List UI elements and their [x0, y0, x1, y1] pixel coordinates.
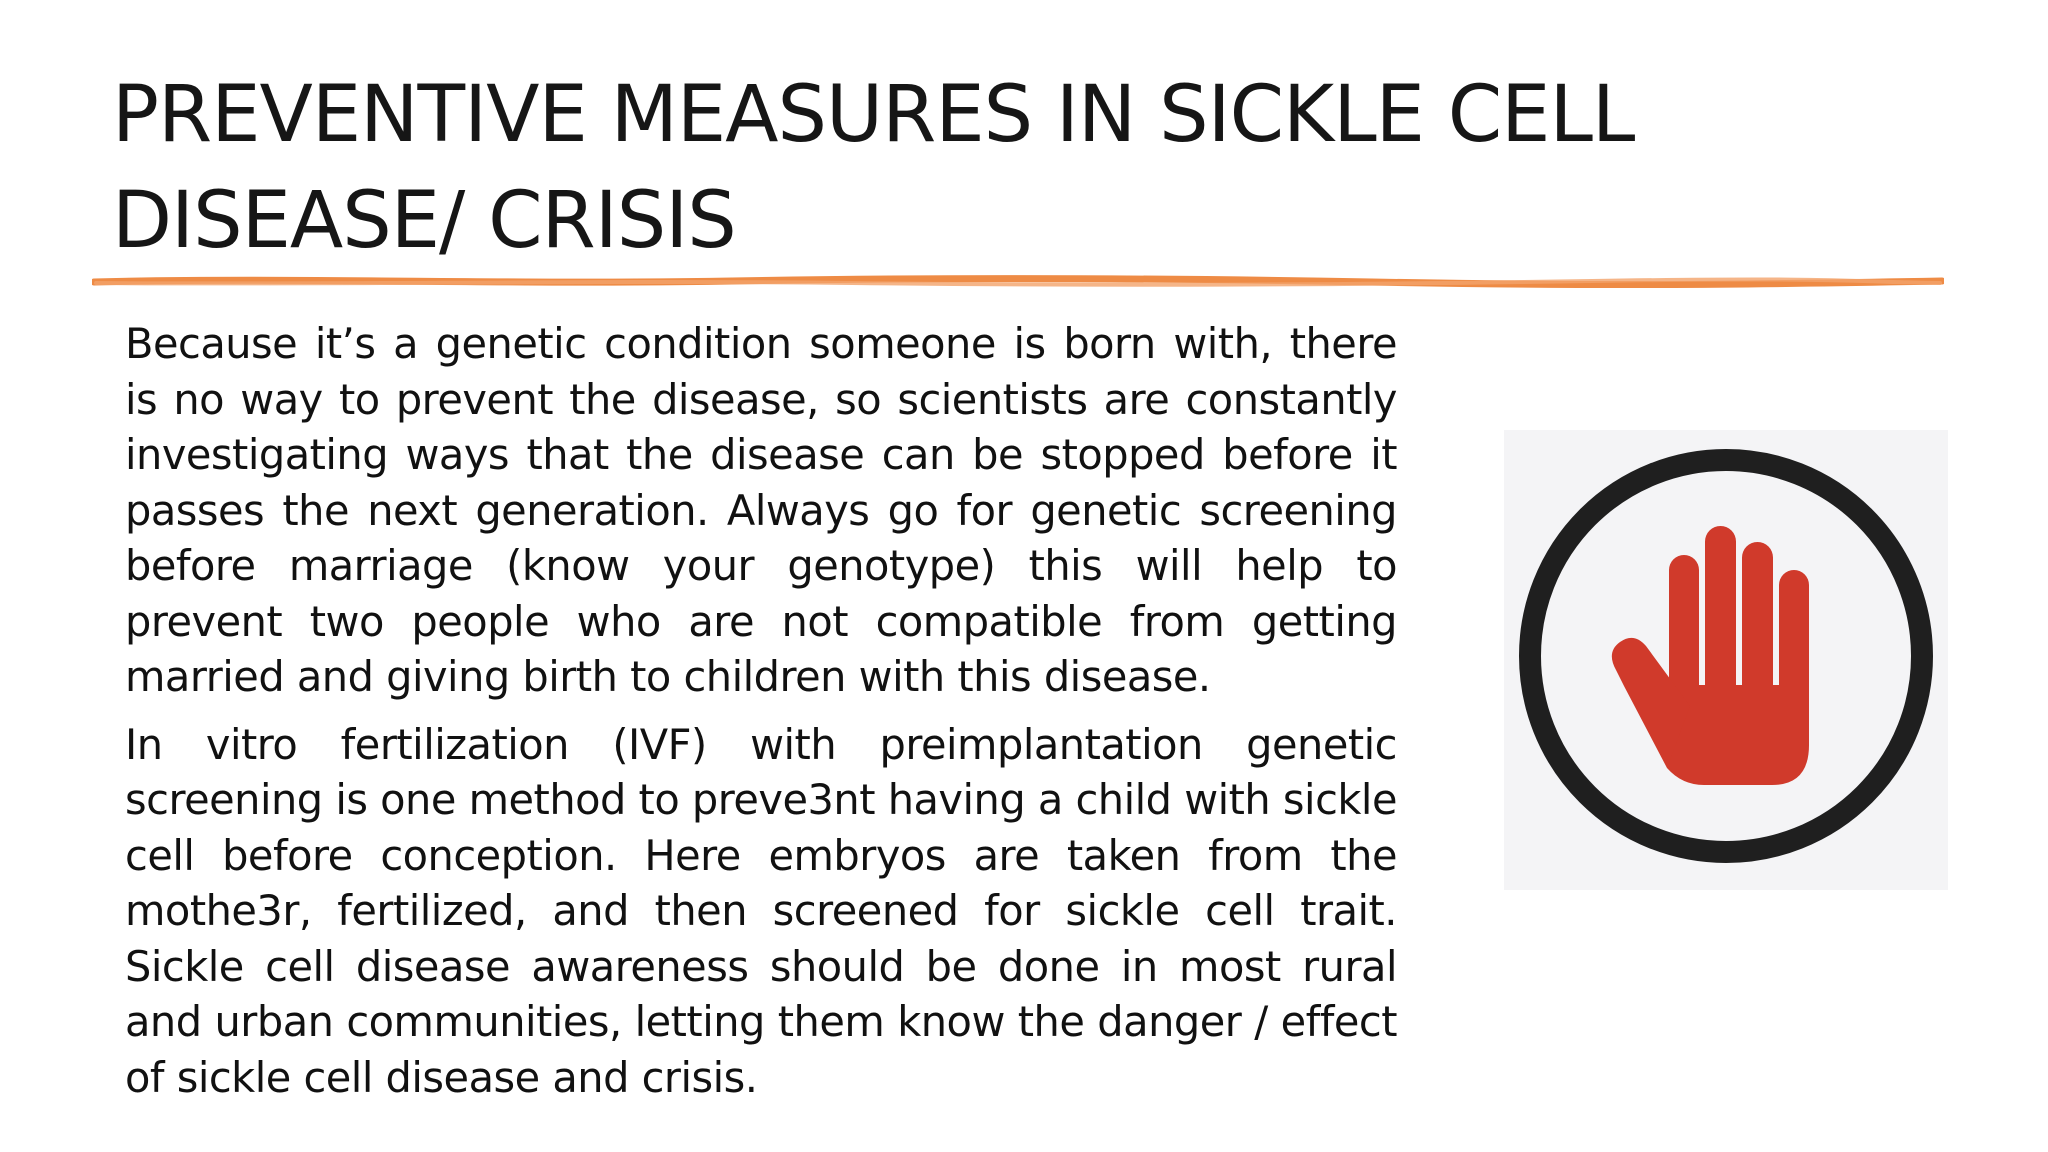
slide-title: PREVENTIVE MEASURES IN SICKLE CELL DISEASE/ CRISIS [112, 70, 1635, 266]
paragraph-ivf: In vitro fertilization (IVF) with preimplantation genetic screening is one method to preve3nt having a child with sickle cell before conception. Here embryos are taken from the mothe3r, fertilized, and then screened for sickle cell trait. Sickle cell disease awareness should be done in most rural and urban communities, letting them know the danger / effect of sickle cell disease and crisis. [125, 719, 1397, 1102]
paragraph-genetic-screening: Because it’s a genetic condition someone is born with, there is no way to prevent the disease, so scientists are constantly investigating ways that the disease can be stopped before it passes the next generation. Always go for genetic screening before marriage (know your genotype) this will help to prevent two people who are not compatible from getting married and giving birth to children with this disease. [125, 319, 1397, 701]
body-text [125, 316, 1397, 1117]
title-underline [92, 272, 1944, 292]
stop-hand-icon [1504, 430, 1948, 890]
stop-hand-image [1504, 430, 1948, 890]
